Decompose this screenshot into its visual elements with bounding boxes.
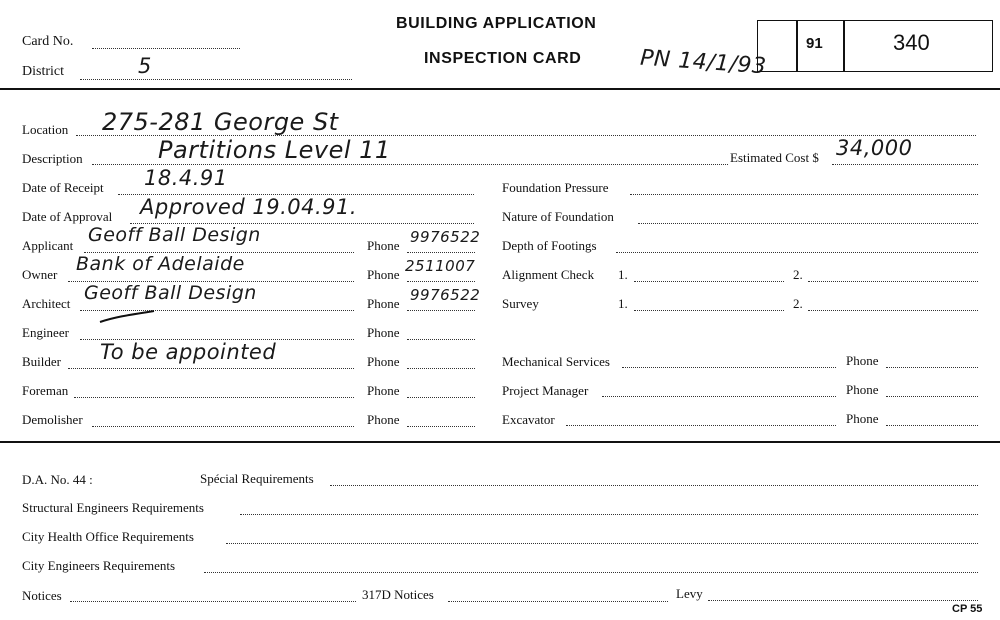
description-value: Partitions Level 11 [158,136,391,164]
notices-317d-label: 317D Notices [362,587,434,602]
levy-label: Levy [676,586,703,601]
date-receipt-value: 18.4.91 [144,166,228,190]
handwritten-date: PN 14/1/93 [639,45,768,80]
card-number-box [757,20,993,72]
district-value: 5 [138,54,152,78]
foreman-label: Foreman [22,383,69,398]
nature-foundation-label: Nature of Foundation [502,209,614,224]
applicant-label: Applicant [22,238,74,253]
builder-phone-label: Phone [367,354,400,369]
date-approval-value: Approved 19.04.91. [140,195,358,219]
survey-label: Survey [502,296,539,311]
underline-mark [98,308,158,326]
description-label: Description [22,151,83,166]
foreman-phone-label: Phone [367,383,400,398]
special-requirements-label: Spécial Requirements [200,471,314,486]
depth-footings-label: Depth of Footings [502,238,597,253]
architect-phone-label: Phone [367,296,400,311]
mechanical-phone-label: Phone [846,353,879,368]
location-value: 275-281 George St [102,108,339,136]
header-rule [0,88,1000,90]
applicant-value: Geoff Ball Design [88,224,261,246]
form-code: CP 55 [952,603,983,615]
title-building-application: BUILDING APPLICATION [396,15,597,32]
alignment-check-label: Alignment Check [502,267,595,282]
engineer-phone-label: Phone [367,325,400,340]
engineer-label: Engineer [22,325,69,340]
owner-phone: 2511007 [405,257,476,275]
city-health-label: City Health Office Requirements [22,529,194,544]
foundation-pressure-label: Foundation Pressure [502,180,609,195]
applicant-phone-label: Phone [367,238,400,253]
card-no-dots [92,48,240,49]
card-no-label: Card No. [22,34,74,49]
district-label: District [22,64,64,79]
notices-label: Notices [22,588,62,603]
builder-label: Builder [22,354,61,369]
project-manager-label: Project Manager [502,383,589,398]
demolisher-label: Demolisher [22,412,83,427]
date-approval-label: Date of Approval [22,209,113,224]
date-receipt-label: Date of Receipt [22,180,104,195]
da-no-label: D.A. No. 44 : [22,472,93,487]
excavator-label: Excavator [502,412,555,427]
mechanical-services-label: Mechanical Services [502,354,610,369]
section-rule [0,441,1000,443]
estimated-cost-label: Estimated Cost $ [730,150,819,165]
box-year: 91 [806,35,823,52]
city-engineers-label: City Engineers Requirements [22,558,176,573]
architect-phone: 9976522 [410,286,481,304]
location-label: Location [22,122,69,137]
architect-label: Architect [22,296,71,311]
estimated-cost-value: 34,000 [836,136,913,160]
owner-label: Owner [22,267,58,282]
owner-value: Bank of Adelaide [76,253,245,275]
structural-engineers-label: Structural Engineers Requirements [22,500,204,515]
builder-value: To be appointed [100,340,277,364]
district-dots [80,79,352,80]
applicant-phone: 9976522 [410,228,481,246]
title-inspection-card: INSPECTION CARD [424,50,582,67]
architect-value: Geoff Ball Design [84,282,257,304]
excavator-phone-label: Phone [846,411,879,426]
demolisher-phone-label: Phone [367,412,400,427]
owner-phone-label: Phone [367,267,400,282]
project-manager-phone-label: Phone [846,382,879,397]
box-number: 340 [893,30,930,55]
